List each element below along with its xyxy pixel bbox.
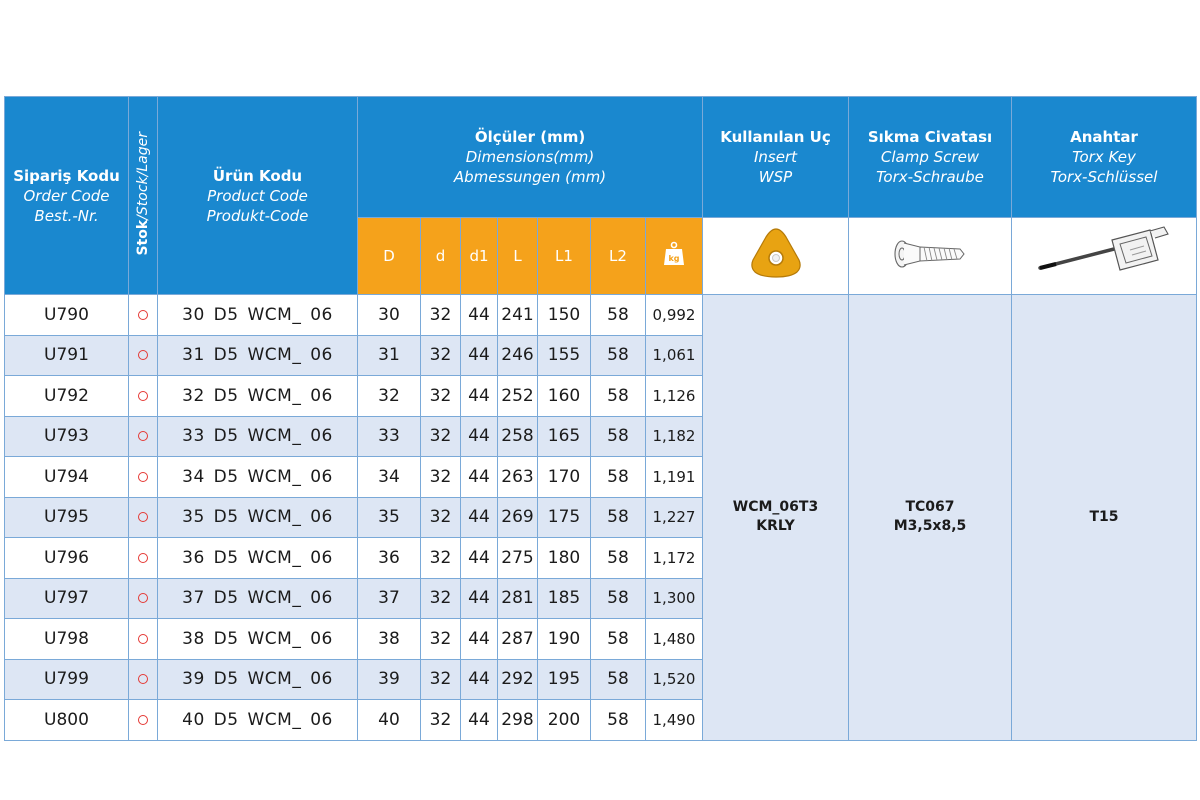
torx-key-image-cell	[1012, 218, 1197, 295]
order-code-cell: U798	[5, 619, 129, 660]
dim-D-cell: 37	[358, 578, 421, 619]
order-code-cell: U794	[5, 457, 129, 498]
dim-d1-cell: 44	[461, 416, 498, 457]
weight-cell: 1,227	[646, 497, 703, 538]
order-code-cell: U791	[5, 335, 129, 376]
dim-D-cell: 34	[358, 457, 421, 498]
dim-L2-cell: 58	[591, 376, 646, 417]
product-table-container	[4, 96, 1196, 741]
dim-L1-cell: 175	[538, 497, 591, 538]
dim-L-cell: 287	[498, 619, 538, 660]
dim-L-cell: 252	[498, 376, 538, 417]
stock-cell	[129, 578, 158, 619]
product-code-cell: 34 D5 WCM_ 06	[158, 457, 358, 498]
stock-indicator-icon	[138, 674, 148, 684]
torx-key-value-cell: T15	[1012, 295, 1197, 741]
insert-code: WCM_06T3	[732, 499, 819, 516]
dim-L2-cell: 58	[591, 295, 646, 336]
stock-indicator-icon	[138, 634, 148, 644]
dim-L2-cell: 58	[591, 578, 646, 619]
product-code-cell: 40 D5 WCM_ 06	[158, 700, 358, 741]
dim-d-cell: 32	[421, 619, 461, 660]
dim-d1-cell: 44	[461, 619, 498, 660]
stock-title: Stok	[135, 219, 151, 256]
stock-indicator-icon	[138, 553, 148, 563]
dim-D-header: D	[358, 218, 421, 295]
stock-subtitle: /Stock/Lager	[135, 131, 151, 220]
dim-L1-cell: 185	[538, 578, 591, 619]
dim-L2-cell: 58	[591, 335, 646, 376]
insert-title: Kullanılan Uç	[720, 128, 831, 146]
torx-key-de: Torx-Schlüssel	[1050, 168, 1158, 186]
clamp-screw-image-cell	[849, 218, 1012, 295]
dim-d-cell: 32	[421, 335, 461, 376]
stock-cell	[129, 335, 158, 376]
clamp-screw-icon	[890, 234, 970, 274]
dim-D-cell: 32	[358, 376, 421, 417]
product-code-cell: 32 D5 WCM_ 06	[158, 376, 358, 417]
dim-d1-cell: 44	[461, 700, 498, 741]
product-code-cell: 37 D5 WCM_ 06	[158, 578, 358, 619]
insert-value-cell	[703, 295, 849, 741]
dim-L2-cell: 58	[591, 416, 646, 457]
dim-L1-cell: 165	[538, 416, 591, 457]
dim-d1-cell: 44	[461, 497, 498, 538]
order-code-cell: U800	[5, 700, 129, 741]
clamp-screw-en: Clamp Screw	[880, 148, 980, 166]
dim-L1-cell: 180	[538, 538, 591, 579]
stock-cell	[129, 619, 158, 660]
table-row	[5, 295, 1197, 336]
clamp-screw-value-cell	[849, 295, 1012, 741]
product-table-body	[5, 295, 1197, 741]
product-code-en: Product Code	[207, 186, 308, 205]
stock-cell	[129, 295, 158, 336]
stock-indicator-icon	[138, 512, 148, 522]
product-code-cell: 38 D5 WCM_ 06	[158, 619, 358, 660]
dim-d-cell: 32	[421, 295, 461, 336]
weight-cell: 1,126	[646, 376, 703, 417]
weight-icon	[663, 241, 685, 267]
stock-indicator-icon	[138, 593, 148, 603]
dim-d-header: d	[421, 218, 461, 295]
product-code-cell: 36 D5 WCM_ 06	[158, 538, 358, 579]
dim-L1-cell: 190	[538, 619, 591, 660]
dim-d1-cell: 44	[461, 376, 498, 417]
weight-cell: 1,172	[646, 538, 703, 579]
dim-L-cell: 258	[498, 416, 538, 457]
order-code-title: Sipariş Kodu	[13, 166, 120, 185]
product-code-title: Ürün Kodu	[212, 166, 303, 185]
dim-L1-cell: 200	[538, 700, 591, 741]
dim-L1-cell: 195	[538, 659, 591, 700]
dim-L-cell: 241	[498, 295, 538, 336]
stock-cell	[129, 538, 158, 579]
weight-cell: 1,300	[646, 578, 703, 619]
clamp-screw-code: TC067	[905, 499, 955, 516]
dimensions-title: Ölçüler (mm)	[474, 128, 586, 146]
dim-L-cell: 275	[498, 538, 538, 579]
product-code-cell: 30 D5 WCM_ 06	[158, 295, 358, 336]
stock-indicator-icon	[138, 310, 148, 320]
insert-de: WSP	[758, 168, 793, 186]
clamp-screw-title: Sıkma Civatası	[867, 128, 993, 146]
weight-cell: 1,191	[646, 457, 703, 498]
order-code-en: Order Code	[23, 186, 110, 205]
product-code-header	[158, 97, 358, 295]
dim-d1-cell: 44	[461, 538, 498, 579]
dim-d-cell: 32	[421, 578, 461, 619]
dim-d-cell: 32	[421, 659, 461, 700]
dim-L-cell: 246	[498, 335, 538, 376]
order-code-cell: U792	[5, 376, 129, 417]
dim-d1-cell: 44	[461, 659, 498, 700]
dim-L2-cell: 58	[591, 538, 646, 579]
dim-L1-header: L1	[538, 218, 591, 295]
dim-d1-header: d1	[461, 218, 498, 295]
order-code-de: Best.-Nr.	[34, 206, 99, 225]
product-table	[4, 96, 1197, 741]
clamp-screw-de: Torx-Schraube	[876, 168, 984, 186]
dim-L-cell: 292	[498, 659, 538, 700]
order-code-header	[5, 97, 129, 295]
dim-D-cell: 33	[358, 416, 421, 457]
dim-d1-cell: 44	[461, 335, 498, 376]
stock-cell	[129, 376, 158, 417]
clamp-screw-header	[849, 97, 1012, 218]
weight-cell: 1,490	[646, 700, 703, 741]
dim-D-cell: 35	[358, 497, 421, 538]
weight-cell: 0,992	[646, 295, 703, 336]
dim-L1-cell: 170	[538, 457, 591, 498]
product-code-cell: 39 D5 WCM_ 06	[158, 659, 358, 700]
dim-L-cell: 269	[498, 497, 538, 538]
dim-L2-cell: 58	[591, 700, 646, 741]
dim-d-cell: 32	[421, 538, 461, 579]
stock-header	[129, 97, 158, 295]
dim-L1-cell: 155	[538, 335, 591, 376]
dim-L-cell: 298	[498, 700, 538, 741]
insert-header	[703, 97, 849, 218]
order-code-cell: U797	[5, 578, 129, 619]
torx-key-title: Anahtar	[1070, 128, 1138, 146]
dimensions-header	[358, 97, 703, 218]
order-code-cell: U793	[5, 416, 129, 457]
dim-L2-cell: 58	[591, 619, 646, 660]
dimensions-de: Abmessungen (mm)	[453, 168, 607, 186]
stock-cell	[129, 700, 158, 741]
dim-L1-cell: 160	[538, 376, 591, 417]
stock-cell	[129, 497, 158, 538]
dim-L-header: L	[498, 218, 538, 295]
stock-cell	[129, 416, 158, 457]
insert-grade: KRLY	[756, 518, 795, 535]
dim-D-cell: 36	[358, 538, 421, 579]
stock-indicator-icon	[138, 391, 148, 401]
dim-D-cell: 31	[358, 335, 421, 376]
dim-d-cell: 32	[421, 376, 461, 417]
stock-indicator-icon	[138, 350, 148, 360]
dim-d-cell: 32	[421, 457, 461, 498]
dim-d1-cell: 44	[461, 457, 498, 498]
dim-L-cell: 263	[498, 457, 538, 498]
product-code-de: Produkt-Code	[206, 206, 309, 225]
product-code-cell: 31 D5 WCM_ 06	[158, 335, 358, 376]
dimensions-en: Dimensions(mm)	[465, 148, 595, 166]
stock-label	[135, 132, 151, 256]
order-code-cell: U790	[5, 295, 129, 336]
weight-cell: 1,480	[646, 619, 703, 660]
dim-L2-cell: 58	[591, 659, 646, 700]
clamp-screw-size: M3,5x8,5	[893, 518, 967, 535]
dim-D-cell: 38	[358, 619, 421, 660]
dim-L-cell: 281	[498, 578, 538, 619]
dim-d-cell: 32	[421, 700, 461, 741]
stock-indicator-icon	[138, 472, 148, 482]
product-code-cell: 35 D5 WCM_ 06	[158, 497, 358, 538]
insert-image-cell	[703, 218, 849, 295]
insert-en: Insert	[753, 148, 798, 166]
torx-key-header	[1012, 97, 1197, 218]
torx-key-en: Torx Key	[1072, 148, 1136, 166]
weight-cell: 1,182	[646, 416, 703, 457]
weight-header	[646, 218, 703, 295]
product-code-cell: 33 D5 WCM_ 06	[158, 416, 358, 457]
dim-D-cell: 39	[358, 659, 421, 700]
stock-cell	[129, 659, 158, 700]
dim-L2-cell: 58	[591, 497, 646, 538]
dim-d-cell: 32	[421, 497, 461, 538]
order-code-cell: U795	[5, 497, 129, 538]
stock-cell	[129, 457, 158, 498]
dim-d1-cell: 44	[461, 578, 498, 619]
torx-key-icon	[1034, 222, 1174, 286]
stock-indicator-icon	[138, 431, 148, 441]
dim-D-cell: 30	[358, 295, 421, 336]
dim-D-cell: 40	[358, 700, 421, 741]
dim-d-cell: 32	[421, 416, 461, 457]
order-code-cell: U799	[5, 659, 129, 700]
dim-L2-header: L2	[591, 218, 646, 295]
insert-icon	[746, 224, 806, 284]
order-code-cell: U796	[5, 538, 129, 579]
weight-cell: 1,061	[646, 335, 703, 376]
weight-cell: 1,520	[646, 659, 703, 700]
dim-L1-cell: 150	[538, 295, 591, 336]
stock-indicator-icon	[138, 715, 148, 725]
dim-d1-cell: 44	[461, 295, 498, 336]
dim-L2-cell: 58	[591, 457, 646, 498]
weight-icon-text: kg	[668, 254, 680, 263]
